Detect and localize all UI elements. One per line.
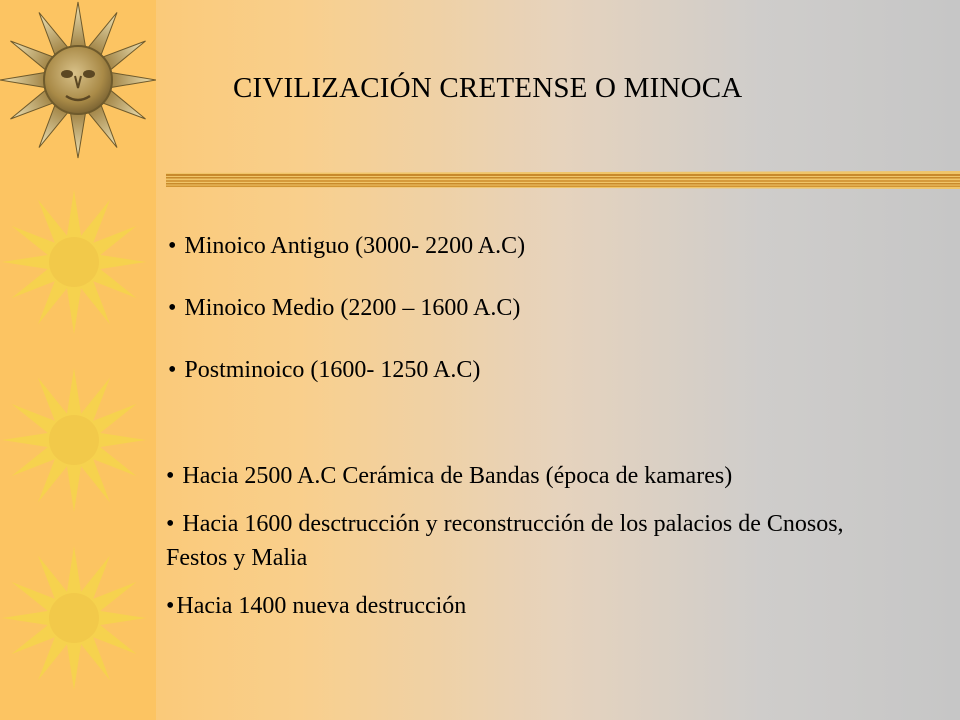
- bullet: •: [168, 295, 177, 321]
- sun-face-icon: [0, 2, 156, 158]
- list-item: [166, 459, 846, 493]
- bullet: •: [166, 511, 175, 537]
- event-text: Hacia 1400 nueva destrucción: [176, 593, 467, 619]
- bullet: •: [166, 463, 175, 489]
- sun-icon: [2, 368, 146, 512]
- bullet: •: [168, 357, 177, 383]
- sun-icon: [2, 190, 146, 334]
- sun-icon: [2, 546, 146, 690]
- period-text: Minoico Medio (2200 – 1600 A.C): [184, 295, 521, 321]
- list-item: [168, 295, 525, 329]
- event-text: Hacia 1600 desctrucción y reconstrucción de los palacios de Cnosos, Festos y Malia: [166, 511, 844, 571]
- list-item: [166, 507, 846, 575]
- sun-column: [0, 0, 156, 720]
- event-text: Hacia 2500 A.C Cerámica de Bandas (época de kamares): [182, 463, 733, 489]
- list-item: [166, 589, 846, 623]
- title-divider: [166, 170, 960, 190]
- period-text: Minoico Antiguo (3000- 2200 A.C): [184, 233, 526, 259]
- periods-list: [168, 233, 525, 419]
- slide-title: CIVILIZACIÓN CRETENSE O MINOCA: [233, 72, 743, 104]
- list-item: [168, 357, 525, 391]
- bullet: •: [168, 233, 177, 259]
- decorative-sidebar: [0, 0, 156, 720]
- events-list: [166, 459, 846, 637]
- list-item: [168, 233, 525, 267]
- bullet: •: [166, 593, 175, 619]
- period-text: Postminoico (1600- 1250 A.C): [184, 357, 481, 383]
